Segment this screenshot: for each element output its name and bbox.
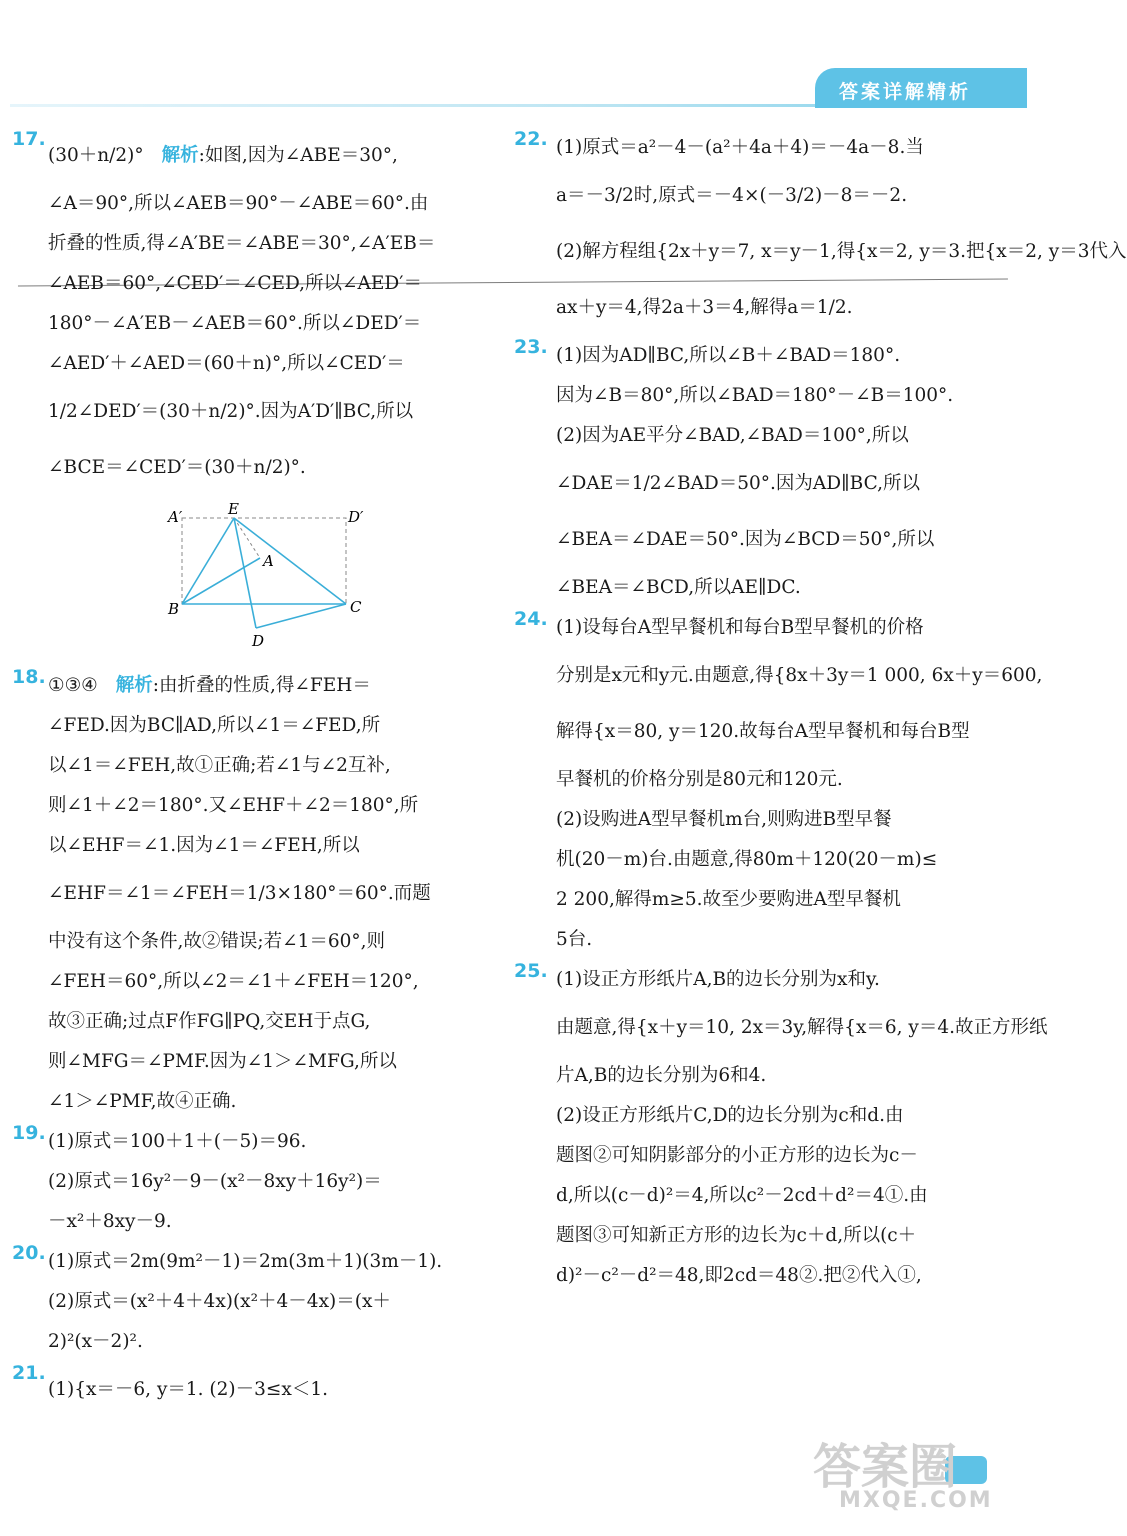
answer-line: 解得{x＝80, y＝120.故每台A型早餐机和每台B型: [556, 721, 970, 742]
answer-line: (1)原式＝100＋1＋(－5)＝96.: [48, 1131, 307, 1152]
answer-line: 折叠的性质,得∠A′BE＝∠ABE＝30°,∠A′EB＝: [48, 233, 436, 254]
segment-ec: [234, 518, 346, 604]
answer-line: ax＋y＝4,得2a＋3＝4,解得a＝1/2.: [556, 297, 853, 318]
answer-line: 180°－∠A′EB－∠AEB＝60°.所以∠DED′＝: [48, 313, 422, 334]
answer-line: 题图②可知阴影部分的小正方形的边长为c－: [556, 1145, 918, 1166]
section-title: 答案详解精析: [839, 81, 972, 103]
question-number: 22.: [514, 128, 548, 150]
question-number: 17.: [12, 128, 46, 150]
label-d: D: [252, 632, 265, 650]
answer-line: 片A,B的边长分别为6和4.: [556, 1065, 767, 1086]
answer-line: (2)因为AE平分∠BAD,∠BAD＝100°,所以: [556, 425, 909, 446]
answer-line: 故③正确;过点F作FG∥PQ,交EH于点G,: [48, 1011, 371, 1032]
answer-line: 早餐机的价格分别是80元和120元.: [556, 769, 843, 790]
answer-line: ∠BEA＝∠BCD,所以AE∥DC.: [556, 577, 801, 598]
answer-20: [12, 1242, 484, 1362]
answer-line: ∠DAE＝1/2∠BAD＝50°.因为AD∥BC,所以: [556, 473, 920, 494]
question-number: 21.: [12, 1362, 46, 1384]
watermark: [809, 1428, 993, 1518]
analysis-tag: 解析: [161, 145, 199, 166]
answer-line: 2 200,解得m≥5.故至少要购进A型早餐机: [556, 889, 901, 910]
answer-line: (1)设正方形纸片A,B的边长分别为x和y.: [556, 969, 880, 990]
answer-line: (1)原式＝2m(9m²－1)＝2m(3m＋1)(3m－1).: [48, 1251, 443, 1272]
answer-line: 由题意,得{x＋y＝10, 2x＝3y,解得{x＝6, y＝4.故正方形纸: [556, 1017, 1048, 1038]
answer-line: 以∠1＝∠FEH,故①正确;若∠1与∠2互补,: [48, 755, 391, 776]
answer-line: 则∠1＋∠2＝180°.又∠EHF＋∠2＝180°,所: [48, 795, 419, 816]
question-number: 20.: [12, 1242, 46, 1264]
segment-be: [182, 518, 234, 604]
answer-line: (1)因为AD∥BC,所以∠B＋∠BAD＝180°.: [556, 345, 901, 366]
answer-line: 中没有这个条件,故②错误;若∠1＝60°,则: [48, 931, 386, 952]
answer-line: ∠BCE＝∠CED′＝(30＋n/2)°.: [48, 457, 306, 478]
answer-line: (2)原式＝16y²－9－(x²－8xy＋16y²)＝: [48, 1171, 382, 1192]
question-number: 19.: [12, 1122, 46, 1144]
answer-line: 题图③可知新正方形的边长为c＋d,所以(c＋: [556, 1225, 917, 1246]
answer-line: ∠AEB＝60°,∠CED′＝∠CED,所以∠AED′＝: [48, 273, 422, 294]
question-number: 25.: [514, 960, 548, 982]
label-b: B: [168, 600, 180, 618]
right-column: [514, 128, 1127, 1296]
label-a-prime: A′: [168, 508, 183, 526]
answer-21: [12, 1362, 484, 1418]
answer-line: (30＋n/2)° 解析:如图,因为∠ABE＝30°,: [48, 145, 398, 166]
answer-line: 分别是x元和y元.由题意,得{8x＋3y＝1 000, 6x＋y＝600,: [556, 665, 1043, 686]
answer-line: ∠1＞∠PMF,故④正确.: [48, 1091, 237, 1112]
answer-line: 因为∠B＝80°,所以∠BAD＝180°－∠B＝100°.: [556, 385, 954, 406]
answer-line: ∠EHF＝∠1＝∠FEH＝1/3×180°＝60°.而题: [48, 883, 431, 904]
answer-19: [12, 1122, 484, 1242]
answer-line: ∠FEH＝60°,所以∠2＝∠1＋∠FEH＝120°,: [48, 971, 419, 992]
answer-line: (2)设购进A型早餐机m台,则购进B型早餐: [556, 809, 892, 830]
answer-line: ∠BEA＝∠DAE＝50°.因为∠BCD＝50°,所以: [556, 529, 935, 550]
segment-ba: [182, 558, 260, 604]
answer-line: d,所以(c－d)²＝4,所以c²－2cd＋d²＝4①.由: [556, 1185, 928, 1206]
segment-dc: [256, 604, 346, 628]
answer-25: [514, 960, 1048, 1296]
answer-line: (1)设每台A型早餐机和每台B型早餐机的价格: [556, 617, 924, 638]
answer-line: d)²－c²－d²＝48,即2cd＝48②.把②代入①,: [556, 1265, 922, 1286]
label-d-prime: D′: [348, 508, 364, 526]
answer-22: [514, 128, 1127, 336]
answer-line: 以∠EHF＝∠1.因为∠1＝∠FEH,所以: [48, 835, 360, 856]
answer-line: (1)原式＝a²－4－(a²＋4a＋4)＝－4a－8.当: [556, 137, 924, 158]
answer-line: (2)原式＝(x²＋4＋4x)(x²＋4－4x)＝(x＋: [48, 1291, 391, 1312]
section-tab: [815, 68, 1027, 108]
answer-17: [12, 128, 484, 666]
watermark-logo: 答案圈: [813, 1439, 958, 1495]
label-e: E: [228, 500, 239, 518]
answer-line: ①③④ 解析:由折叠的性质,得∠FEH＝: [48, 675, 371, 696]
answer-line: ∠A＝90°,所以∠AEB＝90°－∠ABE＝60°.由: [48, 193, 429, 214]
label-a: A: [263, 552, 274, 570]
answer-line: 1/2∠DED′＝(30＋n/2)°.因为A′D′∥BC,所以: [48, 401, 414, 422]
answer-line: (1){x＝－6, y＝1. (2)－3≤x＜1.: [48, 1379, 328, 1400]
answer-line: －x²＋8xy－9.: [48, 1211, 172, 1232]
answer-line: 则∠MFG＝∠PMF.因为∠1＞∠MFG,所以: [48, 1051, 397, 1072]
answer-24: [514, 608, 1043, 960]
answer-line: 5台.: [556, 929, 593, 950]
question-number: 18.: [12, 666, 46, 688]
question-number: 23.: [514, 336, 548, 358]
question-number: 24.: [514, 608, 548, 630]
answer-line: ∠AED′＋∠AED＝(60＋n)°,所以∠CED′＝: [48, 353, 405, 374]
label-c: C: [350, 598, 362, 616]
answer-line: ∠FED.因为BC∥AD,所以∠1＝∠FED,所: [48, 715, 381, 736]
analysis-tag: 解析: [115, 675, 153, 696]
answer-line: 2)²(x－2)².: [48, 1331, 143, 1352]
folding-figure: [168, 500, 388, 656]
answer-line: (2)解方程组{2x＋y＝7, x＝y－1,得{x＝2, y＝3.把{x＝2, y＝3代入: [556, 241, 1127, 262]
watermark-site: MXQE.COM: [839, 1488, 993, 1513]
answer-line: (2)设正方形纸片C,D的边长分别为c和d.由: [556, 1105, 904, 1126]
answer-line: 机(20－m)台.由题意,得80m＋120(20－m)≤: [556, 849, 938, 870]
answer-23: [514, 336, 1000, 608]
left-column: [12, 128, 484, 1418]
answer-line: a＝－3/2时,原式＝－4×(－3/2)－8＝－2.: [556, 185, 908, 206]
answer-18: [12, 666, 484, 1122]
